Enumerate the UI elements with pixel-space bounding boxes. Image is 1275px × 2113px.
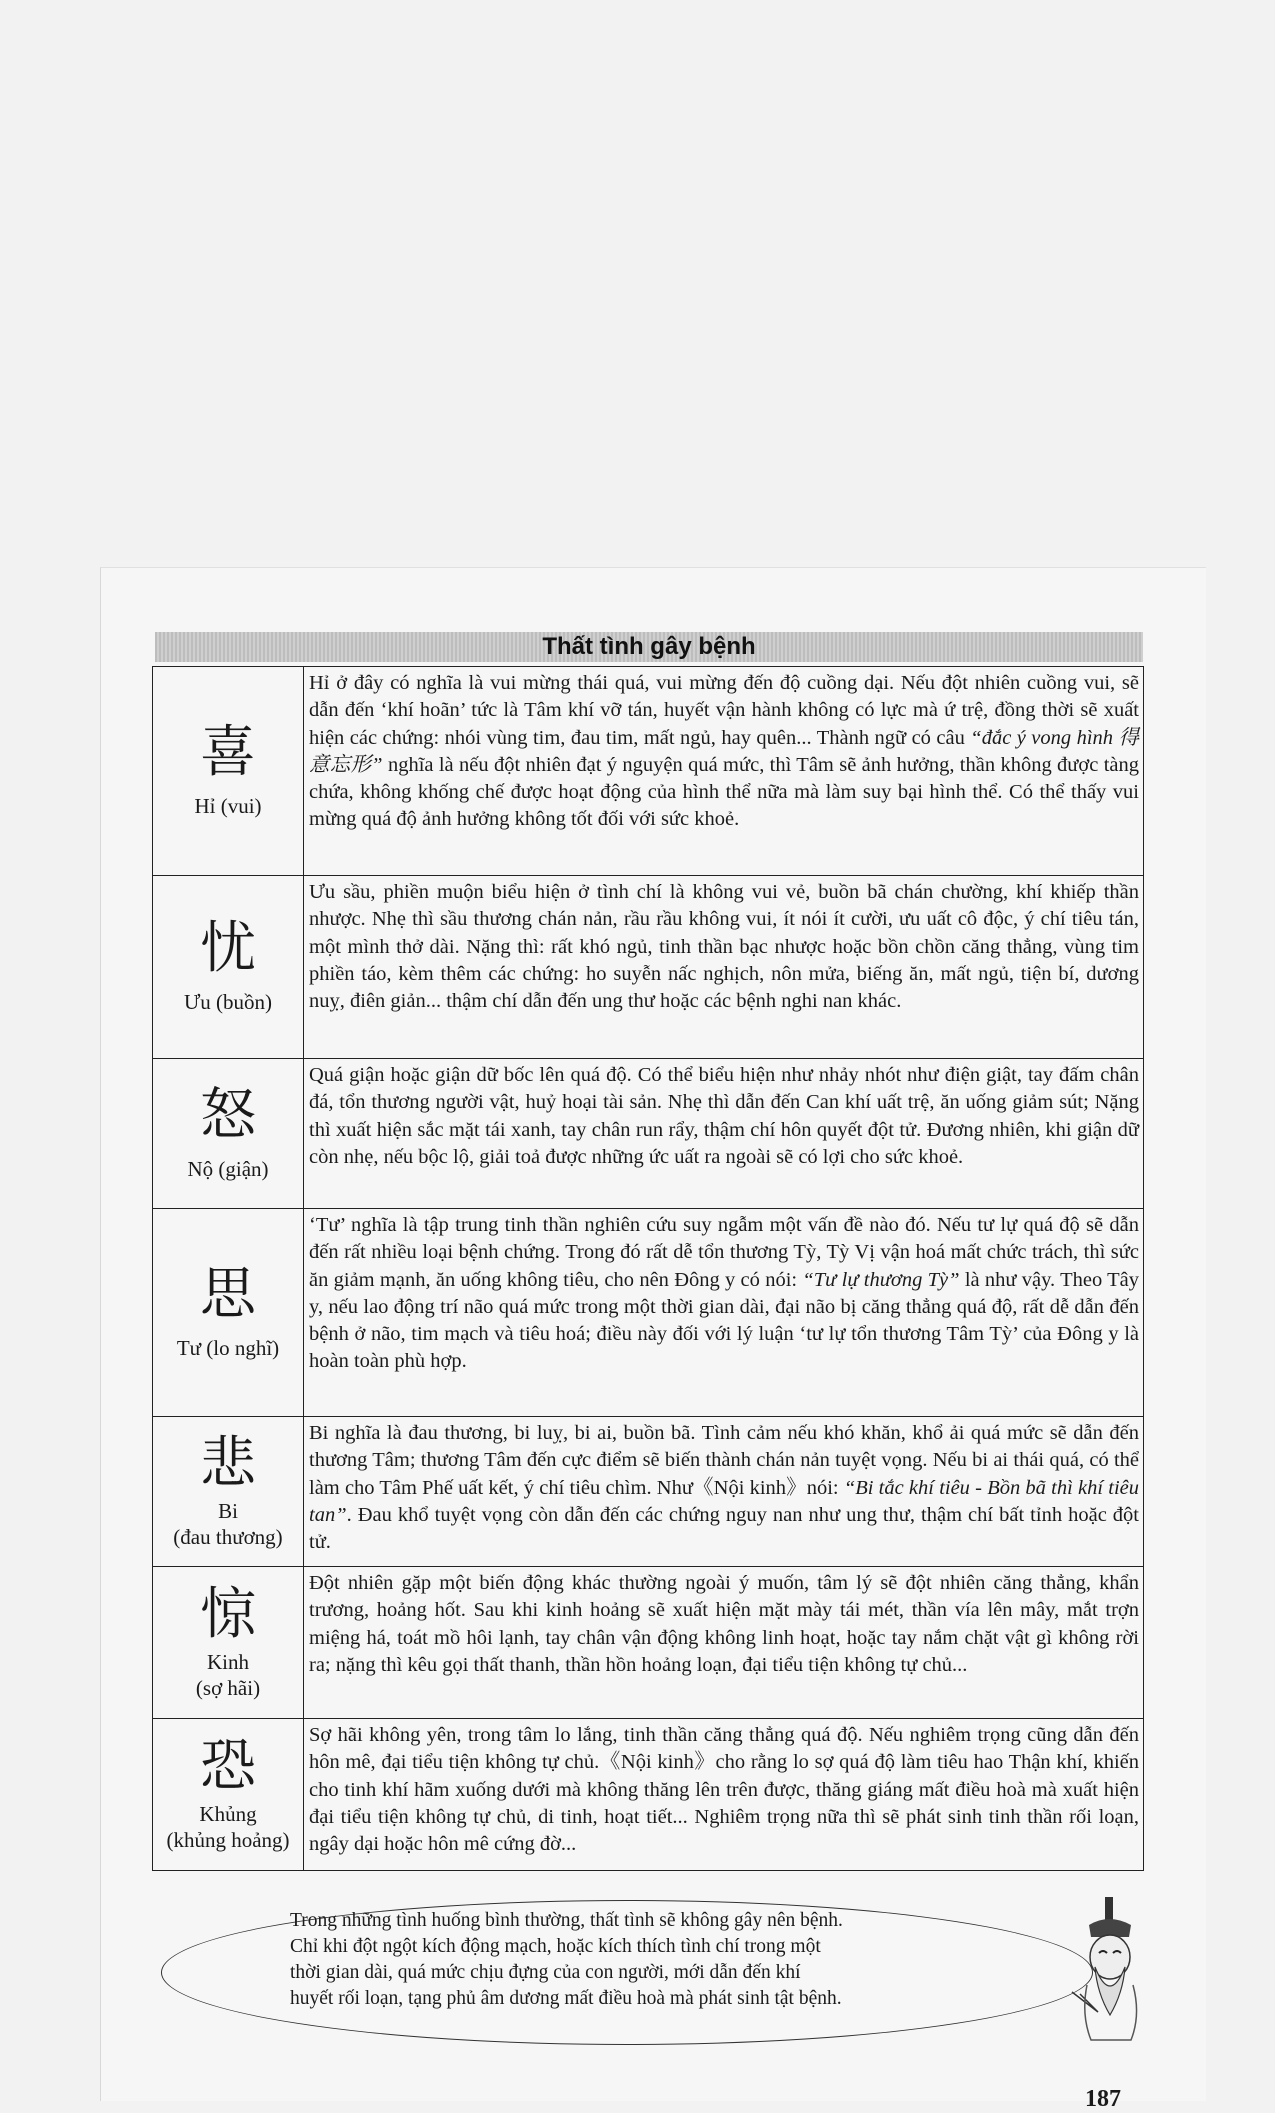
table-row xyxy=(153,876,1144,1059)
emotion-label: Tư (lo nghĩ) xyxy=(176,1335,280,1360)
emotion-label: Ưu (buồn) xyxy=(183,990,273,1014)
description-cell: Quá giận hoặc giận dữ bốc lên quá độ. Có thể biểu hiện như nhảy nhót như điện giật, tay đấm chân đá, tổn thương người vật, huỷ hoại tài sản. Nhẹ thì dẫn đến Can khí uất trệ, ăn uống giảm sút; Nặng thì xuất hiện sắc mặt tái xanh, tay chân run rẩy, thậm chí hôn quyết đột tử. Đương nhiên, khi giận dữ còn nhẹ, nếu bộc lộ, giải toả được những ức uất ra ngoài sẽ có lợi cho sức khoẻ. xyxy=(304,1059,1144,1209)
table-row xyxy=(153,1567,1144,1719)
table-row xyxy=(153,1417,1144,1567)
bubble-text: Trong những tình huống bình thường, thất tình sẽ không gây nên bệnh. Chỉ khi đột ngột kích động mạch, hoặc kích thích tình chí trong một thời gian dài, quá mức chịu đựng của con người, mới dẫn đến khí huyết rối loạn, tạng phủ âm dương mất điều hoà mà phát sinh tật bệnh. xyxy=(290,1910,843,2009)
table-row xyxy=(153,1719,1144,1871)
emotions-table xyxy=(152,666,1144,1871)
emotion-cell xyxy=(153,1567,304,1719)
description-cell: Ưu sầu, phiền muộn biểu hiện ở tình chí là không vui vẻ, buồn bã chán chường, khí khiếp thần nhược. Nhẹ thì sầu thương chán nản, rầu rầu không vui, ít nói ít cười, ưu uất cô độc, ý chí tiêu tán, một mình thở dài. Nặng thì: rất khó ngủ, tinh thần bạc nhược hoặc bồn chồn căng thẳng, vùng tim phiền táo, kèm thêm các chứng: ho suyễn nấc nghịch, nôn mửa, biếng ăn, mất ngủ, tiện bí, dương nuỵ, điên giản... thậm chí dẫn đến ung thư hoặc các bệnh nghi nan khác. xyxy=(304,876,1144,1059)
emotion-cell xyxy=(153,1417,304,1567)
emotion-glyph: 悲 xyxy=(200,1430,256,1496)
description-cell: Bi nghĩa là đau thương, bi luỵ, bi ai, buồn bã. Tình cảm nếu khó khăn, khổ ải quá mức sẽ dẫn đến thương Tâm; thương Tâm đến cực điểm sẽ biến thành chán nản tuyệt vọng. Nếu bi ai thái quá, có thể làm cho Tâm Phế uất kết, ý chí tiêu chìm. Như《Nội kinh》nói: “Bi tắc khí tiêu - Bồn bã thì khí tiêu tan”. Đau khổ tuyệt vọng còn dẫn đến các chứng nguy nan như ung thư, thậm chí bất tỉnh hoặc đột tử. xyxy=(304,1417,1144,1567)
description-cell: Hỉ ở đây có nghĩa là vui mừng thái quá, vui mừng đến độ cuồng dại. Nếu đột nhiên cuồng vui, sẽ dẫn đến ‘khí hoãn’ tức là Tâm khí vỡ tán, huyết vận hành không có lực mà ứ trệ, đồng thời sẽ xuất hiện các chứng: nhói vùng tim, đau tim, mất ngủ, hay quên... Thành ngữ có câu “đắc ý vong hình 得意忘形” nghĩa là nếu đột nhiên đạt ý nguyện quá mức, thì Tâm sẽ ảnh hưởng, thần không được tàng chứa, không khống chế được hoạt động của hình thể nữa mà làm suy bại hình thể. Có thể thấy vui mừng quá độ ảnh hưởng không tốt đối với sức khoẻ. xyxy=(304,667,1144,876)
description-cell: Đột nhiên gặp một biến động khác thường ngoài ý muốn, tâm lý sẽ đột nhiên căng thẳng, khẩn trương, hoảng hốt. Sau khi kinh hoảng sẽ xuất hiện mặt mày tái mét, thần vía lên mây, mắt trợn miệng há, toát mồ hôi lạnh, tay chân vận động không linh hoạt, hoặc tay nắm chặt vật gì không rời ra; nặng thì kêu gọi thất thanh, thần hồn hoảng loạn, đại tiểu tiện không tự chủ... xyxy=(304,1567,1144,1719)
table-title: Thất tình gây bệnh xyxy=(155,632,1143,662)
emotion-label-sub: (khủng hoảng) xyxy=(166,1827,290,1852)
emotion-label: Kinh xyxy=(207,1649,249,1674)
table-row xyxy=(153,667,1144,876)
table-row xyxy=(153,1059,1144,1209)
emotion-label: Nộ (giận) xyxy=(187,1156,269,1181)
emotion-glyph: 忧 xyxy=(200,916,256,981)
emotion-cell xyxy=(153,876,304,1059)
table-row xyxy=(153,1209,1144,1417)
emotion-label-sub: (đau thương) xyxy=(173,1524,283,1549)
scholar-mascot-icon xyxy=(1075,1895,1145,2045)
emotion-glyph: 恐 xyxy=(200,1733,256,1799)
emotion-label: Hỉ (vui) xyxy=(194,794,262,818)
emotion-label-sub: (sợ hãi) xyxy=(195,1675,261,1700)
emotion-cell xyxy=(153,1059,304,1209)
description-cell: ‘Tư’ nghĩa là tập trung tinh thần nghiên cứu suy ngẫm một vấn đề nào đó. Nếu tư lự quá độ sẽ dẫn đến rất nhiều loại bệnh chứng. Trong đó rất dễ tổn thương Tỳ, Tỳ Vị vận hoá mất chức trách, thì sức ăn giảm mạnh, ăn uống không tiêu, cho nên Đông y có nói: “Tư lự thương Tỳ” là như vậy. Theo Tây y, nếu lao động trí não quá mức trong một thời gian dài, đại não bị căng thẳng quá độ, rất dễ dẫn đến bệnh ở não, tim mạch và tiêu hoá; điều này đối với lý luận ‘tư lự tổn thương Tâm Tỳ’ của Đông y là hoàn toàn phù hợp. xyxy=(304,1209,1144,1417)
emotion-glyph: 惊 xyxy=(200,1581,256,1647)
emotion-glyph: 怒 xyxy=(200,1082,256,1148)
emotion-label: Bi xyxy=(218,1498,238,1523)
emotion-cell xyxy=(153,1209,304,1417)
emotion-label: Khủng xyxy=(199,1801,257,1826)
emotion-cell xyxy=(153,667,304,876)
emotion-cell xyxy=(153,1719,304,1871)
emotion-glyph: 思 xyxy=(200,1261,256,1327)
page-number: 187 xyxy=(1085,2086,1121,2112)
description-cell: Sợ hãi không yên, trong tâm lo lắng, tinh thần căng thẳng quá độ. Nếu nghiêm trọng cũng dẫn đến hôn mê, đại tiểu tiện không tự chủ.《Nội kinh》cho rằng lo sợ quá độ làm tiêu hao Thận khí, khiến cho tinh khí hãm xuống dưới mà không thăng lên trên được, thăng giáng mất điều hoà mà xuất hiện đại tiểu tiện không tự chủ, di tinh, hoạt tiết... Nghiêm trọng nữa thì sẽ phát sinh tinh thần rối loạn, ngây dại hoặc hôn mê cứng đờ... xyxy=(304,1719,1144,1871)
emotion-glyph: 喜 xyxy=(200,720,256,785)
